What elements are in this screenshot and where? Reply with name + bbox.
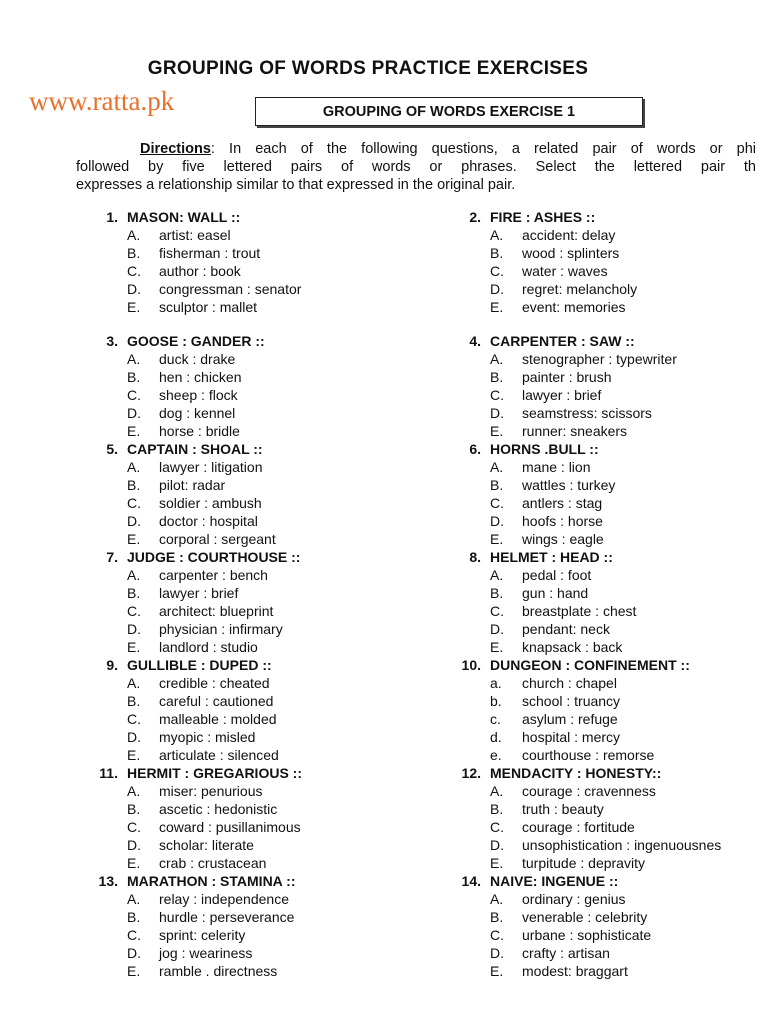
- option-text: modest: braggart: [522, 963, 628, 979]
- option-text: physician : infirmary: [159, 621, 283, 637]
- option-text: landlord : studio: [159, 639, 258, 655]
- option-letter: D.: [490, 513, 504, 529]
- answer-option: [127, 854, 302, 872]
- option-text: event: memories: [522, 299, 626, 315]
- option-text: ordinary : genius: [522, 891, 626, 907]
- answer-option: [490, 962, 651, 980]
- answer-option: [127, 710, 279, 728]
- option-letter: D.: [127, 281, 141, 297]
- option-text: dog : kennel: [159, 405, 236, 421]
- question-stem: [469, 548, 636, 566]
- option-text: stenographer : typewriter: [522, 351, 677, 367]
- option-letter: D.: [490, 281, 504, 297]
- answer-option: [490, 530, 615, 548]
- answer-option: [490, 368, 677, 386]
- answer-option: [490, 944, 651, 962]
- option-letter: E.: [490, 855, 504, 871]
- question-4: [469, 332, 677, 440]
- answer-option: [127, 584, 300, 602]
- option-text: urbane : sophisticate: [522, 927, 652, 943]
- question-number: 2.: [469, 209, 481, 225]
- option-text: hoofs : horse: [522, 513, 603, 529]
- option-letter: D.: [127, 837, 141, 853]
- option-letter: C.: [127, 927, 141, 943]
- option-letter: C.: [127, 711, 141, 727]
- question-10: [461, 656, 690, 764]
- option-letter: e.: [490, 747, 502, 763]
- option-letter: B.: [490, 245, 504, 261]
- answer-option: [127, 674, 279, 692]
- answer-option: [127, 692, 279, 710]
- option-letter: C.: [490, 819, 504, 835]
- option-text: credible : cheated: [159, 675, 270, 691]
- question-stem-text: MARATHON : STAMINA ::: [127, 873, 296, 889]
- question-number: 7.: [106, 549, 118, 565]
- answer-option: [490, 692, 690, 710]
- answer-option: [490, 458, 615, 476]
- answer-option: [490, 584, 636, 602]
- option-letter: B.: [127, 585, 141, 601]
- answer-option: [490, 908, 651, 926]
- option-letter: B.: [127, 245, 141, 261]
- option-letter: E.: [127, 747, 141, 763]
- answer-option: [490, 602, 636, 620]
- option-letter: A.: [127, 891, 141, 907]
- question-12: [461, 764, 722, 872]
- option-text: coward : pusillanimous: [159, 819, 301, 835]
- answer-option: [127, 818, 302, 836]
- option-letter: D.: [127, 729, 141, 745]
- answer-option: [127, 368, 265, 386]
- option-text: duck : drake: [159, 351, 236, 367]
- answer-option: [127, 926, 296, 944]
- question-2: [469, 208, 638, 316]
- question-number: 3.: [106, 333, 118, 349]
- option-text: seamstress: scissors: [522, 405, 652, 421]
- directions-label: Directions: [140, 141, 211, 157]
- option-letter: D.: [127, 621, 141, 637]
- option-text: crafty : artisan: [522, 945, 610, 961]
- option-text: antlers : stag: [522, 495, 603, 511]
- answer-option: [127, 728, 279, 746]
- question-3: [106, 332, 265, 440]
- answer-option: [127, 962, 296, 980]
- option-text: myopic : misled: [159, 729, 256, 745]
- option-letter: a.: [490, 675, 502, 691]
- option-text: water : waves: [522, 263, 608, 279]
- question-number: 8.: [469, 549, 481, 565]
- option-text: wood : splinters: [522, 245, 620, 261]
- answer-option: [490, 620, 636, 638]
- option-text: wattles : turkey: [522, 477, 616, 493]
- option-text: miser: penurious: [159, 783, 263, 799]
- question-stem: [106, 548, 301, 566]
- option-letter: B.: [127, 801, 141, 817]
- answer-option: [127, 944, 296, 962]
- option-text: venerable : celebrity: [522, 909, 648, 925]
- option-letter: A.: [490, 891, 504, 907]
- answer-option: [127, 458, 276, 476]
- answer-option: [490, 836, 721, 854]
- option-text: articulate : silenced: [159, 747, 279, 763]
- question-stem-text: GOOSE : GANDER ::: [127, 333, 265, 349]
- option-text: pendant: neck: [522, 621, 610, 637]
- option-letter: C.: [127, 263, 141, 279]
- answer-option: [127, 530, 276, 548]
- option-text: sprint: celerity: [159, 927, 246, 943]
- option-text: school : truancy: [522, 693, 621, 709]
- option-letter: D.: [490, 945, 504, 961]
- option-letter: E.: [127, 299, 141, 315]
- option-text: gun : hand: [522, 585, 589, 601]
- answer-option: [127, 566, 300, 584]
- question-number: 14.: [461, 873, 481, 889]
- question-stem-text: CAPTAIN : SHOAL ::: [127, 441, 263, 457]
- question-stem-text: NAIVE: INGENUE ::: [490, 873, 619, 889]
- option-text: turpitude : depravity: [522, 855, 645, 871]
- option-letter: A.: [490, 351, 504, 367]
- question-stem-text: MENDACITY : HONESTY::: [490, 765, 662, 781]
- option-letter: E.: [490, 963, 504, 979]
- question-stem: [461, 656, 690, 674]
- answer-option: [127, 280, 301, 298]
- option-text: soldier : ambush: [159, 495, 262, 511]
- answer-option: [490, 818, 721, 836]
- answer-option: [127, 404, 265, 422]
- answer-option: [127, 226, 301, 244]
- option-text: sheep : flock: [159, 387, 238, 403]
- question-11: [99, 764, 302, 872]
- answer-option: [490, 280, 637, 298]
- option-text: crab : crustacean: [159, 855, 267, 871]
- question-number: 12.: [461, 765, 481, 781]
- option-text: pilot: radar: [159, 477, 226, 493]
- option-letter: C.: [127, 495, 141, 511]
- option-letter: A.: [490, 227, 504, 243]
- question-stem: [469, 332, 677, 350]
- question-8: [469, 548, 637, 656]
- option-text: hen : chicken: [159, 369, 242, 385]
- option-text: asylum : refuge: [522, 711, 618, 727]
- option-text: author : book: [159, 263, 241, 279]
- option-text: truth : beauty: [522, 801, 604, 817]
- answer-option: [490, 728, 690, 746]
- answer-option: [490, 404, 677, 422]
- directions-text-1: : In each of the following questions, a related pair of words or phi: [210, 141, 756, 157]
- question-stem-text: HELMET : HEAD ::: [490, 549, 613, 565]
- question-number: 6.: [469, 441, 481, 457]
- option-letter: D.: [127, 405, 141, 421]
- option-letter: D.: [127, 513, 141, 529]
- answer-option: [490, 226, 637, 244]
- option-text: artist: easel: [159, 227, 231, 243]
- question-stem: [106, 656, 279, 674]
- option-letter: d.: [490, 729, 502, 745]
- option-text: scholar: literate: [159, 837, 254, 853]
- option-letter: c.: [490, 711, 501, 727]
- page-title: GROUPING OF WORDS PRACTICE EXERCISES: [147, 58, 589, 79]
- watermark-logo: www.ratta.pk: [29, 86, 175, 116]
- option-text: church : chapel: [522, 675, 617, 691]
- question-stem-text: GULLIBLE : DUPED ::: [127, 657, 272, 673]
- option-text: courage : fortitude: [522, 819, 635, 835]
- answer-option: [490, 800, 721, 818]
- question-14: [461, 872, 652, 980]
- answer-option: [127, 386, 265, 404]
- question-13: [98, 872, 296, 980]
- question-stem-text: FIRE : ASHES ::: [490, 209, 596, 225]
- answer-option: [490, 674, 690, 692]
- option-letter: A.: [127, 351, 141, 367]
- question-stem: [469, 208, 637, 226]
- option-letter: A.: [490, 783, 504, 799]
- question-stem: [106, 208, 301, 226]
- option-letter: B.: [490, 909, 504, 925]
- question-stem-text: HERMIT : GREGARIOUS ::: [127, 765, 302, 781]
- option-letter: C.: [490, 927, 504, 943]
- answer-option: [127, 512, 276, 530]
- option-letter: C.: [127, 387, 141, 403]
- answer-option: [490, 422, 677, 440]
- option-letter: C.: [490, 263, 504, 279]
- option-text: wings : eagle: [522, 531, 604, 547]
- question-number: 10.: [461, 657, 481, 673]
- answer-option: [490, 244, 637, 262]
- answer-option: [127, 494, 276, 512]
- question-9: [106, 656, 279, 764]
- option-text: courage : cravenness: [522, 783, 656, 799]
- answer-option: [127, 244, 301, 262]
- option-text: relay : independence: [159, 891, 289, 907]
- answer-option: [490, 386, 677, 404]
- question-stem-text: DUNGEON : CONFINEMENT ::: [490, 657, 690, 673]
- option-letter: B.: [127, 477, 141, 493]
- option-letter: E.: [490, 423, 504, 439]
- answer-option: [127, 836, 302, 854]
- option-text: accident: delay: [522, 227, 616, 243]
- option-letter: E.: [127, 639, 141, 655]
- answer-option: [127, 422, 265, 440]
- question-number: 5.: [106, 441, 118, 457]
- option-text: pedal : foot: [522, 567, 592, 583]
- option-letter: D.: [490, 837, 504, 853]
- option-text: hurdle : perseverance: [159, 909, 295, 925]
- option-letter: A.: [127, 783, 141, 799]
- directions-line-1: [76, 140, 756, 158]
- option-letter: A.: [127, 567, 141, 583]
- answer-option: [490, 890, 651, 908]
- question-stem-text: JUDGE : COURTHOUSE ::: [127, 549, 301, 565]
- option-letter: C.: [127, 819, 141, 835]
- option-text: carpenter : bench: [159, 567, 268, 583]
- option-text: ramble . directness: [159, 963, 278, 979]
- option-text: unsophistication : ingenuousnes: [522, 837, 722, 853]
- option-letter: E.: [127, 963, 141, 979]
- question-6: [469, 440, 616, 548]
- option-letter: A.: [490, 459, 504, 475]
- option-text: corporal : sergeant: [159, 531, 276, 547]
- answer-option: [490, 746, 690, 764]
- option-text: knapsack : back: [522, 639, 623, 655]
- option-text: courthouse : remorse: [522, 747, 655, 763]
- answer-option: [490, 350, 677, 368]
- option-letter: A.: [127, 227, 141, 243]
- answer-option: [127, 350, 265, 368]
- question-stem: [106, 332, 265, 350]
- option-text: hospital : mercy: [522, 729, 621, 745]
- option-letter: B.: [490, 585, 504, 601]
- option-letter: E.: [490, 299, 504, 315]
- option-letter: E.: [490, 531, 504, 547]
- answer-option: [127, 262, 301, 280]
- option-text: lawyer : brief: [522, 387, 602, 403]
- answer-option: [127, 638, 300, 656]
- question-number: 13.: [98, 873, 118, 889]
- option-text: careful : cautioned: [159, 693, 274, 709]
- option-text: mane : lion: [522, 459, 591, 475]
- answer-option: [490, 782, 721, 800]
- option-text: fisherman : trout: [159, 245, 261, 261]
- option-letter: B.: [127, 693, 141, 709]
- question-stem-text: MASON: WALL ::: [127, 209, 241, 225]
- question-stem: [98, 872, 296, 890]
- option-letter: E.: [127, 855, 141, 871]
- option-text: breastplate : chest: [522, 603, 637, 619]
- answer-option: [490, 926, 651, 944]
- answer-option: [490, 854, 721, 872]
- answer-option: [127, 476, 276, 494]
- answer-option: [490, 638, 636, 656]
- option-letter: D.: [127, 945, 141, 961]
- answer-option: [127, 782, 302, 800]
- option-letter: B.: [127, 909, 141, 925]
- directions-line-2: followed by five lettered pairs of words or phrases. Select the lettered pair th: [76, 159, 756, 175]
- question-stem-text: HORNS .BULL ::: [490, 441, 599, 457]
- question-stem-text: CARPENTER : SAW ::: [490, 333, 635, 349]
- question-stem: [461, 764, 721, 782]
- option-text: congressman : senator: [159, 281, 302, 297]
- option-text: ascetic : hedonistic: [159, 801, 278, 817]
- answer-option: [127, 800, 302, 818]
- option-letter: A.: [127, 675, 141, 691]
- option-letter: E.: [127, 531, 141, 547]
- option-text: painter : brush: [522, 369, 612, 385]
- option-letter: A.: [490, 567, 504, 583]
- option-text: doctor : hospital: [159, 513, 258, 529]
- answer-option: [490, 494, 615, 512]
- question-stem: [461, 872, 651, 890]
- answer-option: [127, 908, 296, 926]
- option-letter: C.: [490, 387, 504, 403]
- answer-option: [490, 262, 637, 280]
- option-text: malleable : molded: [159, 711, 277, 727]
- option-letter: B.: [490, 477, 504, 493]
- directions: [76, 140, 756, 194]
- question-stem: [469, 440, 615, 458]
- option-letter: E.: [490, 639, 504, 655]
- exercise-title: GROUPING OF WORDS EXERCISE 1: [255, 97, 643, 126]
- option-text: horse : bridle: [159, 423, 240, 439]
- option-text: runner: sneakers: [522, 423, 628, 439]
- question-number: 4.: [469, 333, 481, 349]
- question-number: 1.: [106, 209, 118, 225]
- answer-option: [490, 566, 636, 584]
- question-7: [106, 548, 301, 656]
- answer-option: [127, 298, 301, 316]
- answer-option: [127, 602, 300, 620]
- answer-option: [490, 476, 615, 494]
- option-text: lawyer : litigation: [159, 459, 263, 475]
- answer-option: [127, 890, 296, 908]
- question-number: 9.: [106, 657, 118, 673]
- answer-option: [127, 620, 300, 638]
- option-letter: A.: [127, 459, 141, 475]
- directions-line-3: expresses a relationship similar to that expressed in the original pair.: [76, 177, 516, 193]
- answer-option: [490, 710, 690, 728]
- answer-option: [490, 298, 637, 316]
- question-stem: [99, 764, 302, 782]
- option-letter: C.: [127, 603, 141, 619]
- question-number: 11.: [99, 765, 118, 781]
- option-text: lawyer : brief: [159, 585, 239, 601]
- option-text: jog : weariness: [159, 945, 253, 961]
- question-5: [106, 440, 276, 548]
- option-letter: B.: [490, 369, 504, 385]
- option-text: architect: blueprint: [159, 603, 274, 619]
- option-letter: b.: [490, 693, 502, 709]
- option-text: sculptor : mallet: [159, 299, 258, 315]
- option-letter: B.: [490, 801, 504, 817]
- option-letter: C.: [490, 495, 504, 511]
- question-stem: [106, 440, 276, 458]
- option-letter: E.: [127, 423, 141, 439]
- option-letter: C.: [490, 603, 504, 619]
- option-text: regret: melancholy: [522, 281, 638, 297]
- question-1: [106, 208, 302, 316]
- answer-option: [490, 512, 615, 530]
- option-letter: D.: [490, 405, 504, 421]
- answer-option: [127, 746, 279, 764]
- option-letter: B.: [127, 369, 141, 385]
- option-letter: D.: [490, 621, 504, 637]
